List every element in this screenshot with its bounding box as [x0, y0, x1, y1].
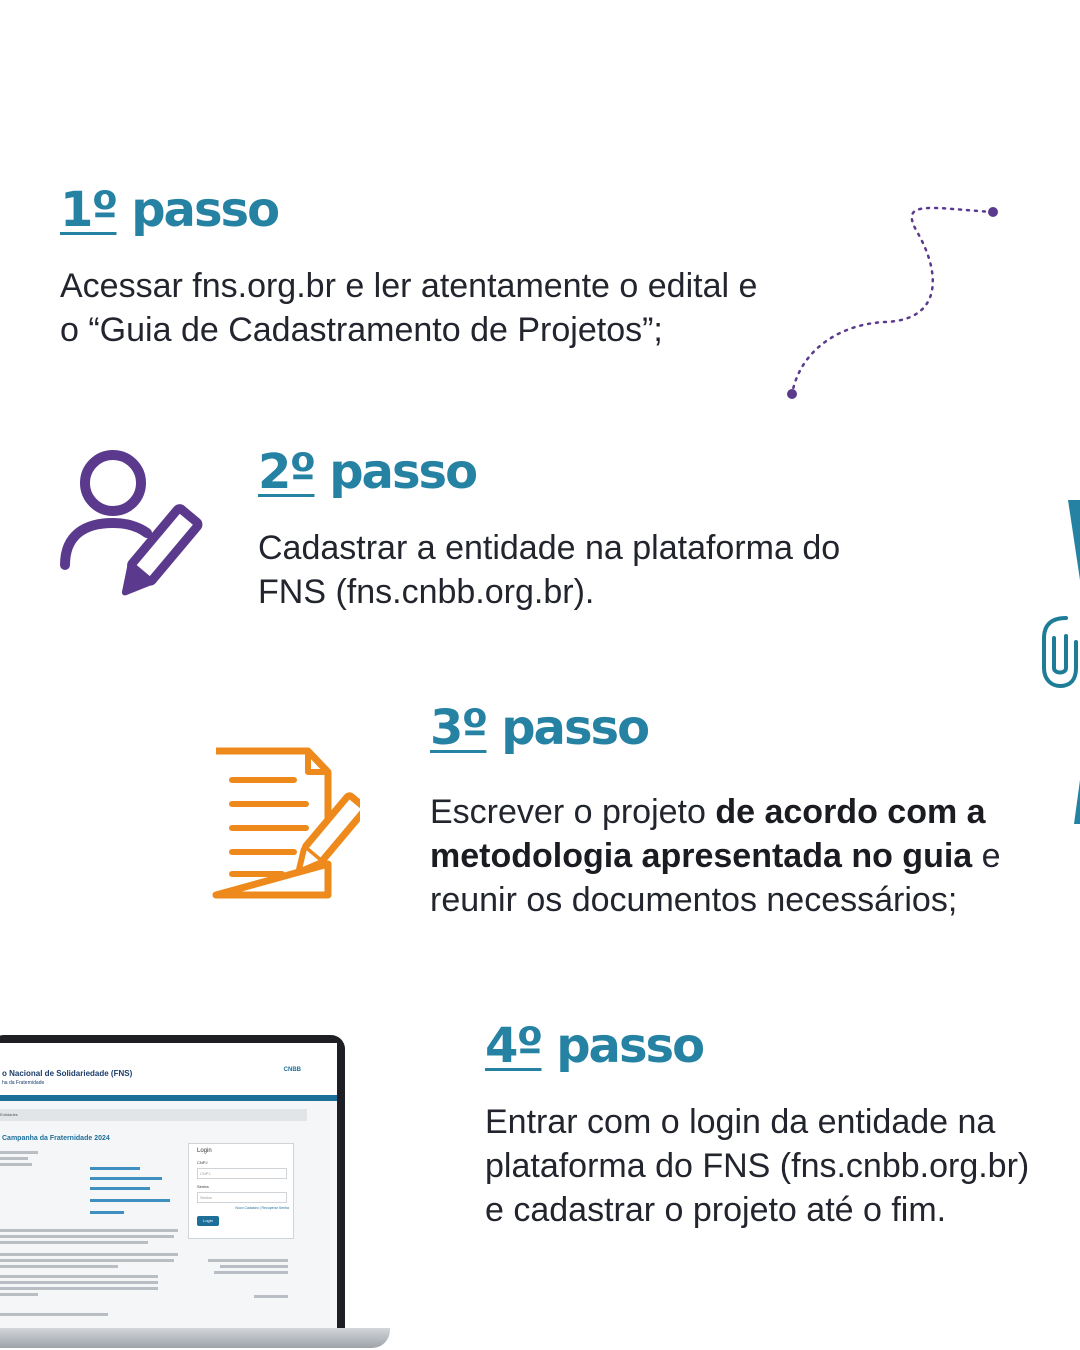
text-line — [220, 1265, 288, 1268]
text-line — [0, 1287, 158, 1290]
laptop-base — [0, 1328, 390, 1348]
senha-field[interactable]: Senha — [197, 1192, 287, 1203]
site-title: o Nacional de Solidariedade (FNS) — [2, 1069, 133, 1078]
text-line — [0, 1229, 178, 1232]
site-nav: Entidades — [0, 1109, 307, 1121]
step-4-ordinal: 4º — [485, 1018, 542, 1074]
link-line — [90, 1211, 124, 1214]
step-3-word: passo — [501, 700, 649, 756]
text-line — [0, 1265, 118, 1268]
step-3-text-bold: de acordo com a metodologia apresentada no guia — [430, 793, 986, 875]
step-1-text: Acessar fns.org.br e ler atentamente o edital e o “Guia de Cadastramento de Projetos”; — [60, 267, 758, 349]
step-3-text-start: Escrever o projeto — [430, 793, 716, 831]
link-line — [90, 1177, 162, 1180]
signup-links[interactable]: Novo Cadastro | Recuperar Senha — [235, 1206, 289, 1210]
step-2-title — [258, 444, 477, 500]
step-2-text: Cadastrar a entidade na plataforma do FNS (fns.cnbb.org.br). — [258, 529, 841, 611]
text-line — [0, 1313, 108, 1316]
link-line — [90, 1187, 150, 1190]
text-line — [0, 1281, 158, 1284]
laptop-screenshot — [0, 1035, 345, 1335]
site-heading: Campanha da Fraternidade 2024 — [2, 1135, 110, 1142]
paperclip-icon — [1036, 612, 1080, 692]
dotted-path-icon — [770, 190, 1020, 410]
text-line — [0, 1157, 28, 1160]
step-1-title — [60, 182, 279, 238]
step-2-word: passo — [329, 444, 477, 500]
step-3-text — [430, 790, 1030, 922]
link-line — [90, 1199, 170, 1202]
cnpj-field[interactable]: CNPJ — [197, 1168, 287, 1179]
step-1-ordinal: 1º — [60, 182, 117, 238]
blue-corner-shape — [1068, 500, 1080, 580]
cnpj-label: CNPJ — [197, 1160, 208, 1165]
login-label: Login — [197, 1148, 212, 1154]
login-panel — [188, 1143, 294, 1239]
step-3-ordinal: 3º — [430, 700, 487, 756]
site-subtitle: ha da Fraternidade — [2, 1080, 45, 1086]
step-3-title — [430, 700, 649, 756]
step-3-text-end: e reunir os documentos necessários; — [430, 837, 1001, 919]
login-button[interactable]: Login — [197, 1216, 219, 1226]
senha-label: Senha — [197, 1184, 209, 1189]
step-4-word: passo — [556, 1018, 704, 1074]
blue-edge-shape — [1074, 780, 1080, 824]
text-line — [0, 1275, 158, 1278]
site-header — [0, 1043, 337, 1101]
text-line — [0, 1259, 174, 1262]
user-edit-icon — [55, 445, 205, 605]
text-line — [214, 1271, 288, 1274]
link-line — [90, 1167, 140, 1170]
text-line — [0, 1163, 32, 1166]
step-2-ordinal: 2º — [258, 444, 315, 500]
text-line — [254, 1295, 288, 1298]
text-line — [0, 1235, 174, 1238]
laptop-screen — [0, 1043, 337, 1329]
text-line — [208, 1259, 288, 1262]
document-pencil-icon — [210, 746, 360, 901]
text-line — [0, 1241, 148, 1244]
step-4-title — [485, 1018, 704, 1074]
cnbb-logo: CNBB — [283, 1067, 301, 1073]
text-line — [0, 1151, 38, 1154]
text-line — [0, 1253, 178, 1256]
text-line — [0, 1293, 38, 1296]
step-4-text: Entrar com o login da entidade na plataforma do FNS (fns.cnbb.org.br) e cadastrar o projeto até o fim. — [485, 1103, 1030, 1229]
step-1-word: passo — [131, 182, 279, 238]
